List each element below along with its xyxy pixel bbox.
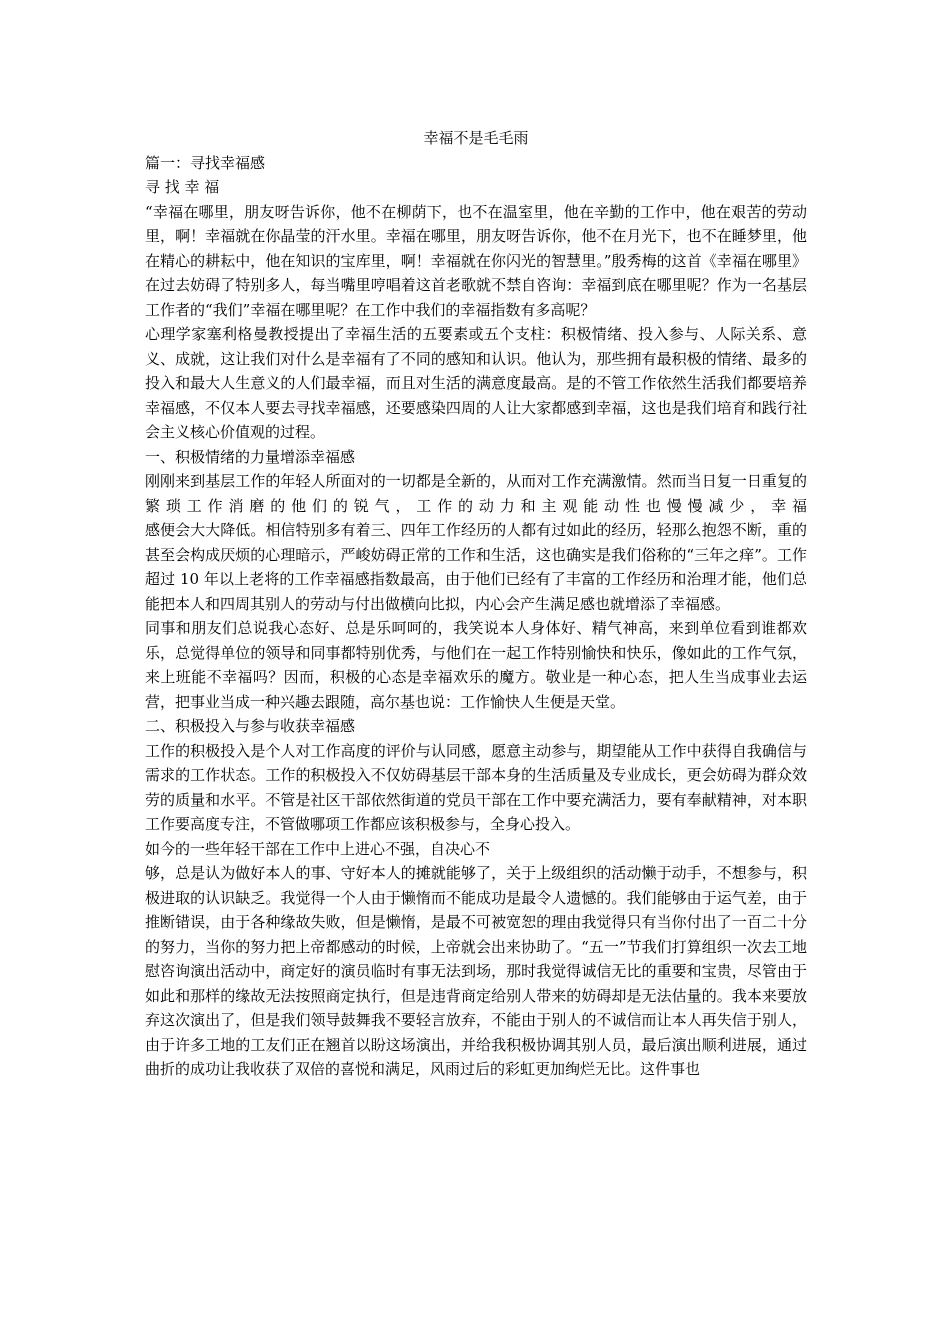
paragraph-attitude: 同事和朋友们总说我心态好、总是乐呵呵的，我笑说本人身体好、精气神高，来到单位看到谁都欢乐，总觉得单位的领导和同事都特别优秀，与他们在一起工作特别愉快和快乐，像如此的工作气氛，来上班能不幸福吗？因而，积极的心态是幸福欢乐的魔方。敬业是一种心态，把人生当成事业去运营，把事业当成一种兴趣去跟随，高尔基也说：工作愉快人生便是天堂。 <box>145 619 807 711</box>
section-subtitle: 寻 找 幸 福 <box>145 178 220 196</box>
heading-positive-emotion: 一、积极情绪的力量增添幸福感 <box>145 447 356 466</box>
paragraph-intro: “幸福在哪里，朋友呀告诉你，他不在柳荫下，也不在温室里，他在辛勤的工作中，他在艰苦的劳动里，啊！幸福就在你晶莹的汗水里。幸福在哪里，朋友呀告诉你，他不在月光下，也不在睡梦里，他在精心的耕耘中，他在知识的宝库里，啊！幸福就在你闪光的智慧里。”殷秀梅的这首《幸福在哪里》在过去妨碍了特别多人，每当嘴里哼唱着这首老歌就不禁自咨询：幸福到底在哪里呢？作为一名基层工作者的“我们”幸福在哪里呢？在工作中我们的幸福指数有多高呢？ <box>145 202 807 319</box>
document-page <box>145 126 807 1082</box>
document-title: 幸福不是毛毛雨 <box>423 129 529 147</box>
paragraph-young-cadres-start: 如今的一些年轻干部在工作中上进心不强，自决心不 <box>145 839 491 858</box>
paragraph-new-workers-start: 刚刚来到基层工作的年轻人所面对的一切都是全新的，从而对工作充满激情。然而当日复一日重复的繁琐工作消磨的他们的锐气，工作的动力和主观能动性也慢慢减少，幸福 <box>145 472 807 515</box>
paragraph-new-workers-cont: 感便会大大降低。相信特别多有着三、四年工作经历的人都有过如此的经历，轻那么抱怨不断，重的甚至会构成厌烦的心理暗示，严峻妨碍正常的工作和生活，这也确实是我们俗称的“三年之痒”。工作超过 10 年以上老将的工作幸福感指数最高，由于他们已经有了丰富的工作经历和治理才能，他们总能把本人和四周其别人的劳动与付出做横向比拟，内心会产生满足感也就增添了幸福感。 <box>145 521 807 613</box>
paragraph-engagement: 工作的积极投入是个人对工作高度的评价与认同感，愿意主动参与，期望能从工作中获得自我确信与需求的工作状态。工作的积极投入不仅妨碍基层干部本身的生活质量及专业成长，更会妨碍为群众效劳的质量和水平。不管是社区干部依然街道的党员干部在工作中要充满活力，要有奉献精神，对本职工作要高度专注，不管做哪项工作都应该积极参与，全身心投入。 <box>145 741 807 833</box>
paragraph-young-cadres-cont: 够，总是认为做好本人的事、守好本人的摊就能够了，关于上级组织的活动懒于动手，不想参与，积极进取的认识缺乏。我觉得一个人由于懒惰而不能成功是最令人遗憾的。我们能够由于运气差，由于推断错误，由于各种缘故失败，但是懒惰，是最不可被宽恕的理由我觉得只有当你付出了一百二十分的努力，当你的努力把上帝都感动的时候，上帝就会出来协助了。“五一”节我们打算组织一次去工地慰咨询演出活动中，商定好的演员临时有事无法到场，那时我觉得诚信无比的重要和宝贵，尽管由于如此和那样的缘故无法按照商定执行，但是违背商定给别人带来的妨碍却是无法估量的。我本来要放弃这次演出了，但是我们领导鼓舞我不要轻言放弃，不能由于别人的不诚信而让本人再失信于别人，由于许多工地的工友们正在翘首以盼这场演出，并给我积极协调其别人员，最后演出顺利进展，通过曲折的成功让我收获了双倍的喜悦和满足，风雨过后的彩虹更加绚烂无比。这件事也 <box>145 864 807 1078</box>
heading-engagement: 二、积极投入与参与收获幸福感 <box>145 717 356 735</box>
paragraph-psychology: 心理学家塞利格曼教授提出了幸福生活的五要素或五个支柱：积极情绪、投入参与、人际关系、意义、成就，这让我们对什么是幸福有了不同的感知和认识。他认为，那些拥有最积极的情绪、最多的投入和最大人生意义的人们最幸福，而且对生活的满意度最高。是的不管工作依然生活我们都要培养幸福感，不仅本人要去寻找幸福感，还要感染四周的人让大家都感到幸福，这也是我们培育和践行社会主义核心价值观的过程。 <box>145 325 807 441</box>
chapter-heading: 篇一：寻找幸福感 <box>145 153 266 172</box>
